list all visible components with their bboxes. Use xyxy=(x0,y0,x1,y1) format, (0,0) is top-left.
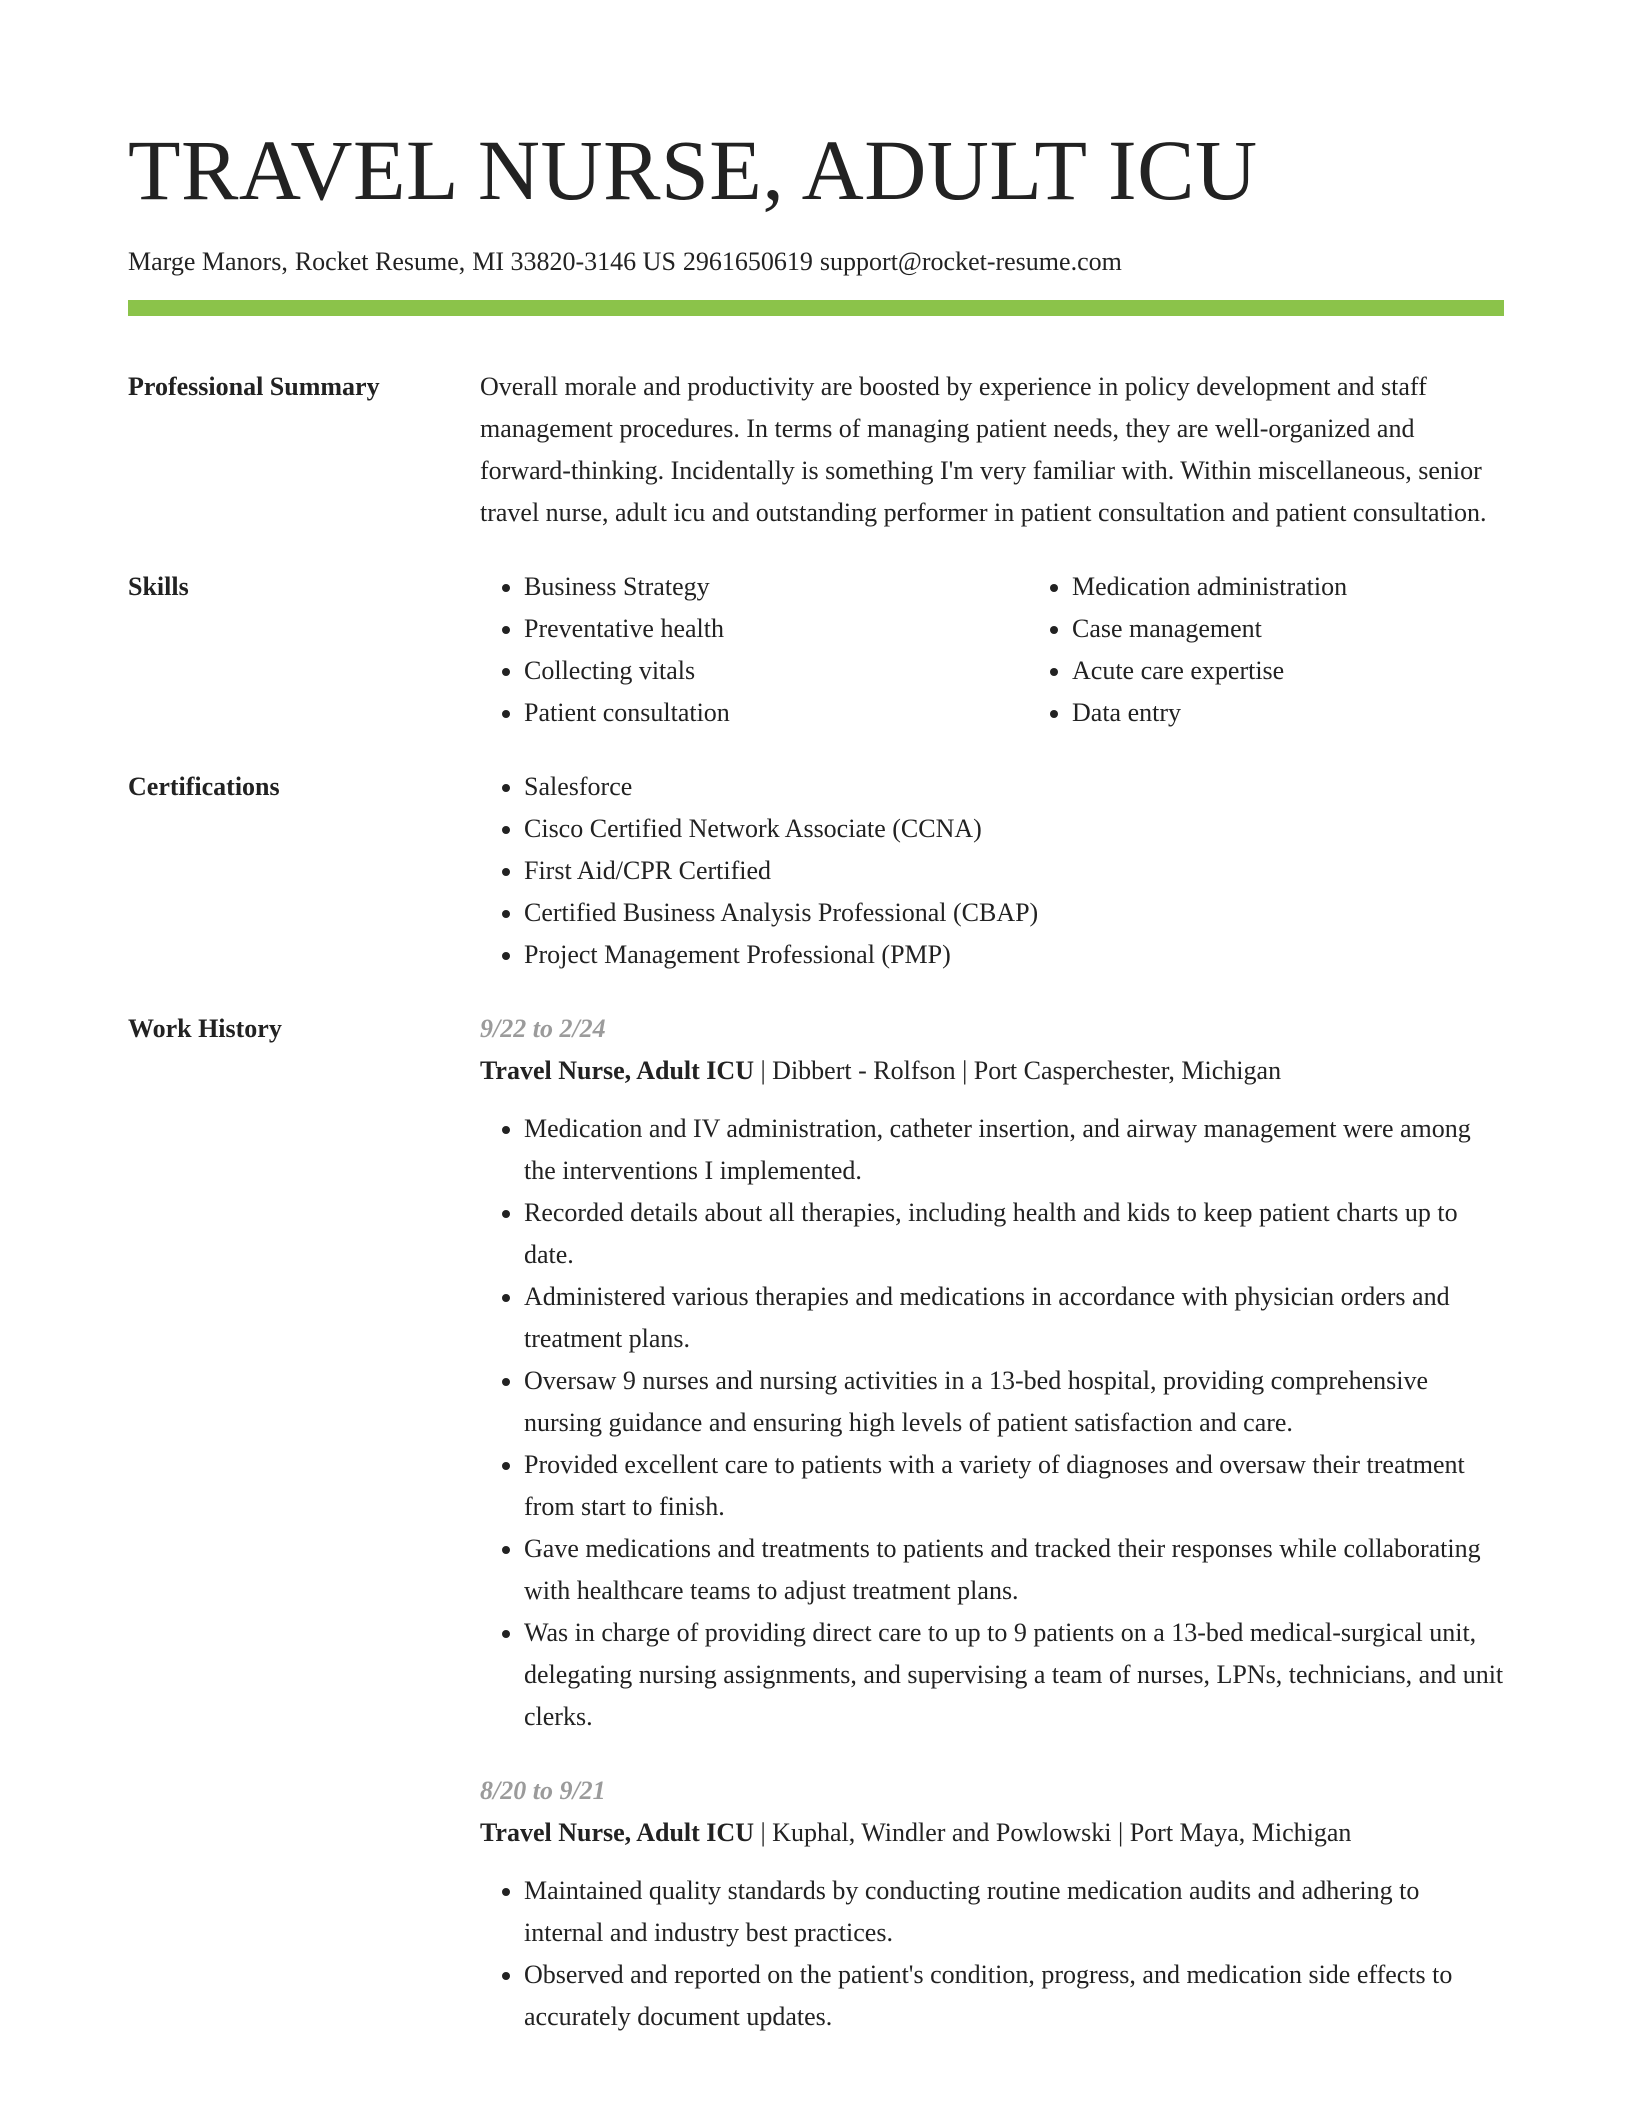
resume-page xyxy=(128,0,1504,2038)
certification-item: • Project Management Professional (PMP) xyxy=(524,934,1504,976)
certification-item: • Salesforce xyxy=(524,766,1504,808)
work-history-heading: Work History xyxy=(128,1014,282,1043)
job-bullet: • Recorded details about all therapies, including health and kids to keep patient charts up to date. xyxy=(524,1192,1504,1276)
resume-title: TRAVEL NURSE, ADULT ICU xyxy=(128,122,1258,218)
job-bullet: • Oversaw 9 nurses and nursing activities in a 13-bed hospital, providing comprehensive nursing guidance and ensuring high levels of patient satisfaction and care. xyxy=(524,1360,1504,1444)
job-entry xyxy=(480,1008,1504,1738)
job-bullet: • Gave medications and treatments to patients and tracked their responses while collaborating with healthcare teams to adjust treatment plans. xyxy=(524,1528,1504,1612)
job-dates: 8/20 to 9/21 xyxy=(480,1776,606,1805)
skill-item: • Data entry xyxy=(1072,692,1576,734)
job-dates: 9/22 to 2/24 xyxy=(480,1014,606,1043)
summary-section xyxy=(128,366,1504,534)
job-details: | Dibbert - Rolfson | Port Casperchester, Michigan xyxy=(753,1056,1282,1085)
contact-location: MI 33820-3146 US xyxy=(472,247,676,276)
contact-phone: 2961650619 xyxy=(682,247,813,276)
skills-column-2 xyxy=(1028,566,1576,734)
job-bullet: • Administered various therapies and medications in accordance with physician orders and treatment plans. xyxy=(524,1276,1504,1360)
certifications-list xyxy=(480,766,1504,976)
skills-heading: Skills xyxy=(128,572,189,601)
work-history-section xyxy=(128,1008,1504,2038)
skill-item: • Patient consultation xyxy=(524,692,1028,734)
job-heading xyxy=(480,1050,1504,1092)
certification-item: • First Aid/CPR Certified xyxy=(524,850,1504,892)
skill-item: • Preventative health xyxy=(524,608,1028,650)
skill-item: • Collecting vitals xyxy=(524,650,1028,692)
header-divider xyxy=(128,300,1504,316)
job-heading xyxy=(480,1812,1504,1854)
job-title: Travel Nurse, Adult ICU xyxy=(480,1818,754,1847)
job-bullet: • Maintained quality standards by conducting routine medication audits and adhering to internal and industry best practices. xyxy=(524,1870,1504,1954)
certifications-heading: Certifications xyxy=(128,772,280,801)
skill-item: • Medication administration xyxy=(1072,566,1576,608)
certification-item: • Cisco Certified Network Associate (CCNA) xyxy=(524,808,1504,850)
skills-column-1 xyxy=(480,566,1028,734)
skill-item: • Case management xyxy=(1072,608,1576,650)
job-details: | Kuphal, Windler and Powlowski | Port Maya, Michigan xyxy=(753,1818,1352,1847)
contact-company: Rocket Resume, xyxy=(294,247,466,276)
job-title: Travel Nurse, Adult ICU xyxy=(480,1056,754,1085)
job-bullet: • Medication and IV administration, catheter insertion, and airway management were among the interventions I implemented. xyxy=(524,1108,1504,1192)
job-bullets xyxy=(480,1108,1504,1738)
job-entry xyxy=(480,1770,1504,2038)
summary-heading: Professional Summary xyxy=(128,372,380,401)
certifications-section xyxy=(128,766,1504,976)
contact-line xyxy=(128,246,1504,278)
certification-item: • Certified Business Analysis Professional (CBAP) xyxy=(524,892,1504,934)
summary-text: Overall morale and productivity are boosted by experience in policy development and staff management procedures. In terms of managing patient needs, they are well-organized and forward-thinking. Incidentally is something I'm very familiar with. Within miscellaneous, senior travel nurse, adult icu and outstanding performer in patient consultation and patient consultation. xyxy=(480,372,1487,527)
contact-name: Marge Manors, xyxy=(128,247,288,276)
job-bullet: • Provided excellent care to patients with a variety of diagnoses and oversaw their treatment from start to finish. xyxy=(524,1444,1504,1528)
skill-item: • Acute care expertise xyxy=(1072,650,1576,692)
skills-section xyxy=(128,566,1504,734)
skill-item: • Business Strategy xyxy=(524,566,1028,608)
contact-email[interactable]: support@rocket-resume.com xyxy=(819,247,1122,276)
job-bullet: • Observed and reported on the patient's condition, progress, and medication side effects to accurately document updates. xyxy=(524,1954,1504,2038)
job-bullet: • Was in charge of providing direct care to up to 9 patients on a 13-bed medical-surgical unit, delegating nursing assignments, and supervising a team of nurses, LPNs, technicians, and unit clerks. xyxy=(524,1612,1504,1738)
skills-grid xyxy=(480,566,1576,734)
job-bullets xyxy=(480,1870,1504,2038)
